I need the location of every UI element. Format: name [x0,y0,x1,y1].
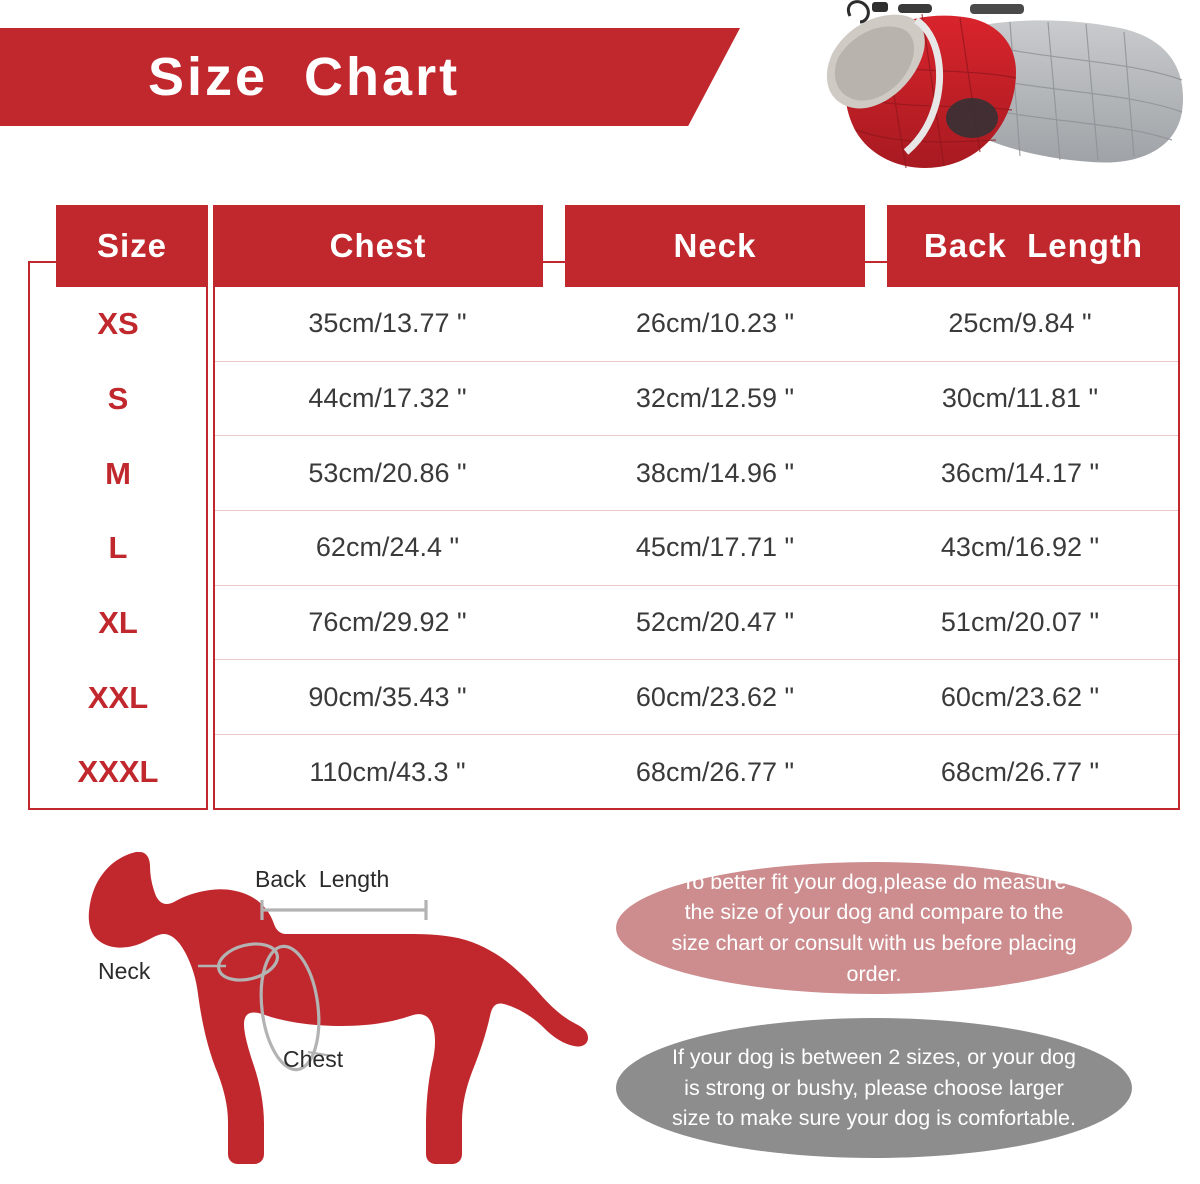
cell-chest: 110cm/43.3 " [309,756,466,787]
table-row [215,511,1178,586]
cell-neck: 45cm/17.71 " [635,532,795,563]
measurement-column-headers [213,205,1180,287]
note-bubble-measure [616,862,1132,994]
cell-back-length: 43cm/16.92 " [940,532,1100,563]
diagram-label-chest: Chest [283,1046,344,1072]
cell-back-length: 36cm/14.17 " [940,457,1100,488]
column-header-size [56,205,208,287]
cell-chest: 53cm/20.86 " [308,457,467,488]
table-row [215,362,1178,437]
cell-back-length: 30cm/11.81 " [941,383,1099,414]
table-row [215,735,1178,810]
table-row: XXXL [77,754,159,790]
column-header-chest-label: Chest [329,227,427,264]
cell-neck: 52cm/20.47 " [635,607,795,638]
table-row [215,660,1178,735]
cell-neck: 32cm/12.59 " [635,383,795,414]
cell-chest: 62cm/24.4 " [315,532,460,563]
table-row: S [107,381,129,417]
size-cells [28,287,208,810]
table-row: L [108,530,128,566]
cell-neck: 68cm/26.77 " [635,756,795,787]
product-photo [820,0,1192,178]
note-bubble-between-sizes [616,1018,1132,1158]
column-header-chest [213,205,543,287]
diagram-label-back-length: Back Length [255,866,390,892]
measurement-rows [215,287,1178,810]
table-row [215,436,1178,511]
column-header-neck-label: Neck [673,227,757,264]
page-title: Size Chart [148,47,461,107]
cell-chest: 76cm/29.92 " [308,607,467,638]
note-text: To better fit your dog,please do measure the size of your dog and compare to the size chart or consult with us before placing order. [671,869,1077,986]
cell-chest: 90cm/35.43 " [308,681,467,712]
table-row: M [105,455,131,491]
cell-back-length: 25cm/9.84 " [948,308,1092,339]
cell-neck: 38cm/14.96 " [635,457,795,488]
size-chart-table [28,205,1180,810]
cell-back-length: 60cm/23.62 " [940,681,1100,712]
column-header-size-label: Size [96,227,168,264]
cell-chest: 35cm/13.77 " [308,308,467,339]
cell-back-length: 68cm/26.77 " [940,756,1100,787]
table-row: XL [98,605,138,641]
column-header-back-length-label: Back Length [923,227,1144,264]
cell-neck: 60cm/23.62 " [635,681,795,712]
table-row [215,287,1178,362]
column-header-neck [565,205,865,287]
note-text: If your dog is between 2 sizes, or your dog is strong or bushy, please choose larger size to make sure your dog is comfortable. [672,1045,1076,1131]
table-row: XXL [87,679,149,715]
column-header-back-length [887,205,1180,287]
diagram-label-neck: Neck [98,958,151,984]
table-row [215,586,1178,661]
cell-chest: 44cm/17.32 " [308,383,467,414]
cell-neck: 26cm/10.23 " [635,308,795,339]
dog-measurement-diagram [40,838,600,1174]
cell-back-length: 51cm/20.07 " [940,607,1100,638]
table-row: XS [97,306,139,342]
